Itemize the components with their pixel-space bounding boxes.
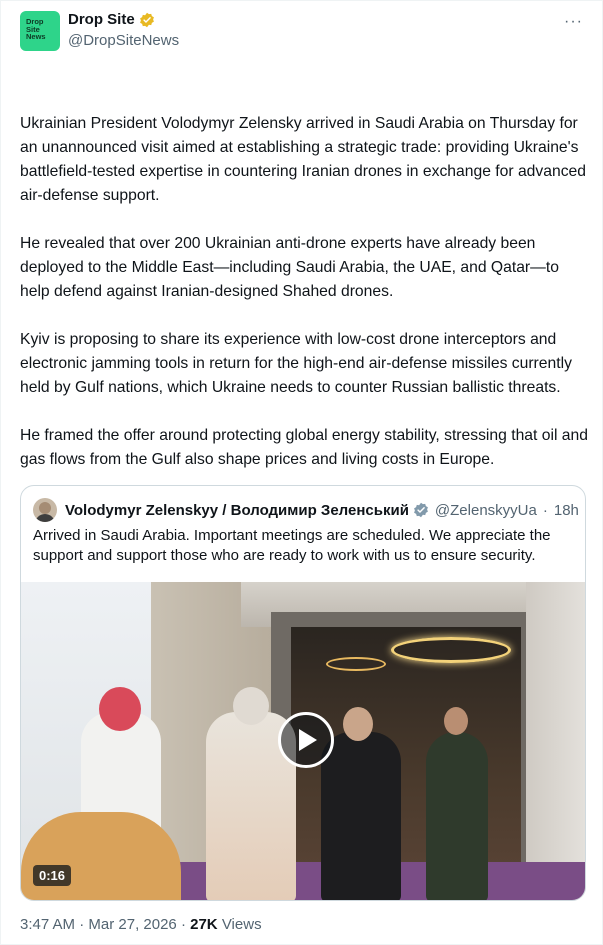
quoted-tweet-header [33, 498, 579, 522]
tweet-body: Ukrainian President Volodymyr Zelensky arrived in Saudi Arabia on Thursday for an unannounced visit aimed at establishing a strategic trade: providing Ukraine's battlefield-tested expertise in countering Iranian drones in exchange for advanced air-defense support. He revealed that over 200 Ukrainian anti-drone experts have already been deployed to the Middle East—including Saudi Arabia, the UAE, and Qatar—to help defend against Iranian-designed Shahed drones. Kyiv is proposing to share its experience with low-cost drone interceptors and electronic jamming tools in return for the high-end air-defense missiles currently held by Gulf nations, which Ukraine needs to counter Russian ballistic threats. He framed the offer around protecting global energy stability, stressing that oil and gas flows from the Gulf also shape prices and living costs in Europe. [20, 64, 590, 472]
quoted-tweet-text: Arrived in Saudi Arabia. Important meetings are scheduled. We appreciate the support and support those who are ready to work with us to ensure security. [33, 527, 551, 564]
tweet-time[interactable]: 3:47 AM [20, 916, 76, 933]
meta-separator: · [180, 916, 186, 933]
verified-badge-icon [139, 12, 155, 28]
author-avatar[interactable] [20, 11, 60, 51]
tweet-paragraph: He framed the offer around protecting global energy stability, stressing that oil and gas flows from the Gulf also shape prices and living costs in Europe. [20, 427, 588, 468]
more-options-icon[interactable]: ··· [564, 13, 583, 30]
author-name-row [68, 11, 155, 28]
author-display-name[interactable]: Drop Site [68, 11, 135, 28]
quoted-author-name: Volodymyr Zelenskyy / Володимир Зеленський [65, 501, 409, 519]
quoted-tweet[interactable] [20, 485, 586, 901]
author-handle[interactable]: @DropSiteNews [68, 32, 180, 49]
quoted-separator: · [542, 501, 548, 519]
tweet-paragraph: He revealed that over 200 Ukrainian anti-drone experts have already been deployed to the Middle East—including Saudi Arabia, the UAE, and Qatar—to help defend against Iranian-designed Shahed drones. [20, 235, 559, 300]
tweet-paragraph: Kyiv is proposing to share its experience with low-cost drone interceptors and electronic jamming tools in return for the high-end air-defense missiles currently held by Gulf nations, which Ukraine needs to counter Russian ballistic threats. [20, 331, 572, 396]
video-duration: 0:16 [33, 865, 71, 886]
tweet-paragraph [20, 64, 590, 88]
quoted-author-avatar [33, 498, 57, 522]
tweet-meta [20, 916, 262, 933]
video-player[interactable] [21, 582, 586, 901]
meta-separator: · [79, 916, 85, 933]
tweet-date[interactable]: Mar 27, 2026 [88, 916, 177, 933]
drop-site-logo: Drop Site News [26, 17, 46, 41]
quoted-author-handle: @ZelenskyyUa [434, 501, 537, 519]
play-button-icon[interactable] [278, 712, 334, 768]
views-label: Views [221, 916, 262, 933]
ukraine-flag-icon [20, 67, 41, 81]
verified-badge-icon [413, 502, 429, 518]
quoted-timestamp: 18h [553, 501, 579, 519]
views-count: 27K [190, 916, 218, 933]
